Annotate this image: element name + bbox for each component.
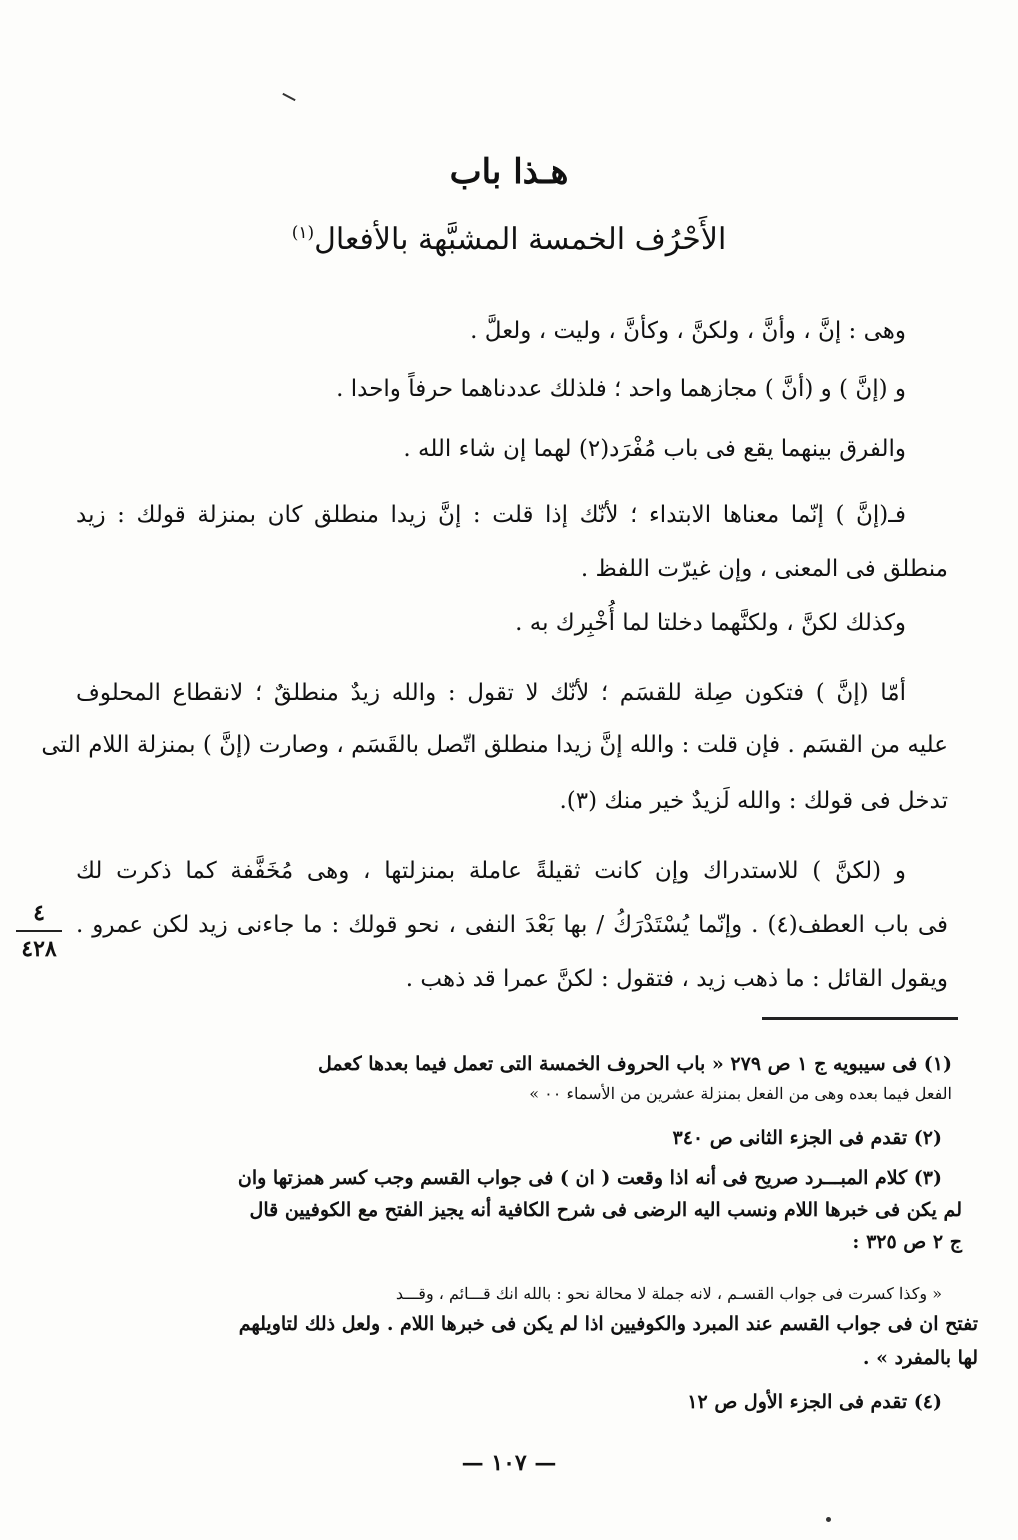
footnote-line: (٢) تقدم فى الجزء الثانى ص ٣٤٠ [672, 1127, 942, 1149]
body-line: أمّا (إنَّ ) فتكون صِلة للقسَم ؛ لأنّك لا تقول : والله زيدٌ منطلقٌ ؛ لانقطاع المحلوف [76, 680, 906, 706]
page-number: — ١٠٧ — [461, 1450, 557, 1476]
footnote-line: لها بالمفرد » . [862, 1347, 978, 1369]
footnote-line: (١) فى سيبويه ج ١ ص ٢٧٩ « باب الحروف الخمسة التى تعمل فيما بعدها كعمل [318, 1053, 952, 1075]
footnote-line: « وكذا كسرت فى جواب القسـم ، لانه جملة لا محالة نحو : بالله انك قـــائم ، وقـــد [395, 1284, 942, 1303]
body-line: والفرق بينهما يقع فى باب مُفْرَد(٢) لهما إن شاء الله . [403, 436, 906, 462]
stray-mark [282, 93, 295, 101]
body-line: فى باب العطف(٤) . وإنّما يُسْتَدْرَكُ / بها بَعْدَ النفى ، نحو قولك : ما جاءنى زيد لكن عمرو . [76, 912, 948, 938]
body-line: و (لكنَّ ) للاستدراك وإن كانت ثقيلةً عاملة بمنزلتها ، وهى مُخَفَّفة كما ذكرت لك [76, 858, 906, 884]
chapter-subtitle-text: الأَحْرُف الخمسة المشبَّهة بالأفعال [314, 222, 727, 257]
footnote-ref: (١) [291, 223, 315, 243]
footnote-line: لم يكن فى خبرها اللام ونسب اليه الرضى فى شرح الكافية أنه يجيز الفتح مع الكوفيين قال [249, 1199, 962, 1221]
body-line: فـ(إنَّ ) إنّما معناها الابتداء ؛ لأنّك إذا قلت : إنَّ زيدا منطلق كان بمنزلة قولك : زيد [76, 502, 906, 528]
reference-divider [16, 930, 62, 932]
footnote-line: ج ٢ ص ٣٢٥ : [852, 1231, 962, 1253]
original-page-reference [14, 900, 64, 962]
body-line: تدخل فى قولك : والله لَزيدٌ خير منك (٣). [559, 788, 948, 814]
body-line: وهى : إنَّ ، وأنَّ ، ولكنَّ ، وكأنَّ ، وليت ، ولعلَّ . [470, 318, 906, 344]
reference-page: ٤٢٨ [21, 936, 57, 962]
footnote-line: (٣) كلام المبـــرد صريح فى أنه اذا وقعت ( ان ) فى جواب القسم وجب كسر همزتها وان [237, 1167, 942, 1189]
footnote-line: الفعل فيما بعده وهى من الفعل بمنزلة عشرين من الأسماء ٠٠ » [529, 1084, 952, 1103]
footnote-line: (٤) تقدم فى الجزء الأول ص ١٢ [687, 1391, 942, 1413]
body-line: وكذلك لكنَّ ، ولكنَّهما دخلتا لما أُخْبِرك به . [515, 610, 906, 636]
body-line: ويقول القائل : ما ذهب زيد ، فتقول : لكنَّ عمرا قد ذهب . [405, 966, 948, 992]
footnote-line: تفتح ان فى جواب القسم عند المبرد والكوفيين اذا لم يكن فى خبرها اللام . ولعل ذلك لتاويلهم [238, 1313, 978, 1335]
chapter-title: هـذا باب [449, 152, 569, 192]
stray-dot [826, 1517, 831, 1522]
footnote-separator [762, 1017, 958, 1020]
body-line: و (إنَّ ) و (أنَّ ) مجازهما واحد ؛ فلذلك عددناهما حرفاً واحدا . [336, 376, 906, 402]
reference-part: ٤ [33, 900, 45, 926]
body-line: عليه من القسَم . فإن قلت : والله إنَّ زيدا منطلق اتّصل بالقَسَم ، وصارت (إنَّ ) بمنزلة اللام التى [41, 732, 948, 758]
body-line: منطلق فى المعنى ، وإن غيرّت اللفظ . [580, 556, 948, 582]
chapter-subtitle [0, 222, 1018, 257]
